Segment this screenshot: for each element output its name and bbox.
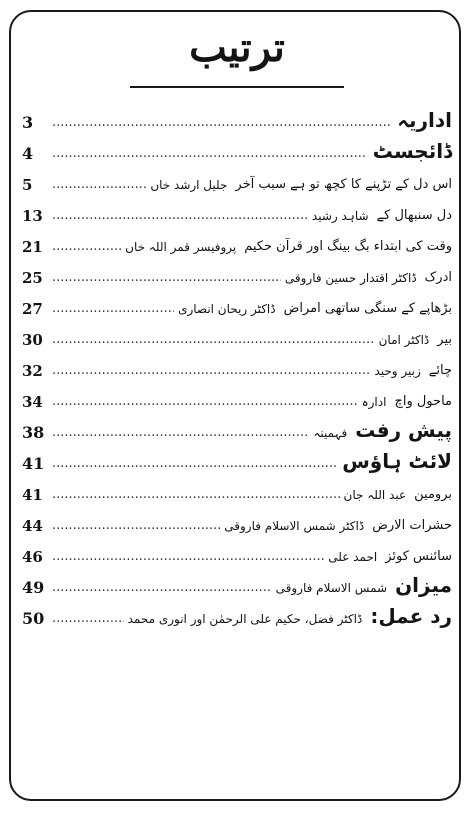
toc-entry-title: برومین [414,487,452,502]
dot-leader [52,330,375,350]
toc-entry-author: ادارہ [361,395,387,409]
toc-entry [22,133,452,164]
toc-entry [22,598,452,629]
toc-entry-title: رد عمل: [370,604,452,628]
toc-entry-page-number: 46 [22,548,43,566]
toc-entry [22,288,452,319]
toc-entry-author: شمس الاسلام فاروقی [275,581,388,595]
toc-entry-author: فہمینہ [313,426,348,440]
toc-entry-page-number: 38 [22,423,45,442]
toc-entry [22,102,452,133]
toc-entry-page-number: 25 [22,269,43,287]
toc-entry-title: ادرک [424,270,452,285]
toc-entry-page-number: 34 [22,393,43,411]
toc-entry [22,226,452,257]
dot-leader [52,485,340,505]
toc-entry-page-number: 27 [22,300,43,318]
toc-entry-author: احمد علی [328,550,378,564]
toc-entry-author: زبیر وحید [374,364,421,378]
toc-entry [22,536,452,567]
toc-entry-page-number: 30 [22,331,43,349]
toc-entry-page-number: 44 [22,517,43,535]
toc-entry-author: عبد اللہ جان [343,488,407,502]
dot-leader [52,423,309,443]
toc-entry-title: دل سنبھال کے [376,208,452,223]
page-title: ترتیب [189,24,285,71]
toc-entry-page-number: 5 [22,176,33,194]
toc-entry-author: ڈاکٹر اقتدار حسین فاروقی [284,271,417,285]
toc-entry-title: میزان [395,573,452,597]
dot-leader [52,299,174,319]
toc-entry-page-number: 41 [22,454,45,473]
toc-entry-title: پیش رفت [355,418,452,442]
toc-entry-page-number: 21 [22,238,43,256]
title-underline [130,86,344,88]
toc-entry-title: بیر [437,332,452,347]
toc-entry [22,443,452,474]
toc-entry-page-number: 13 [22,207,43,225]
toc-entry [22,567,452,598]
dot-leader [52,454,336,474]
toc-entry-title: اداریہ [397,108,452,132]
toc-entry-title: لائٹ ہاؤس [342,449,452,473]
table-of-contents [22,102,452,629]
toc-entry-page-number: 41 [22,486,43,504]
dot-leader [52,237,121,257]
toc-entry-page-number: 32 [22,362,43,380]
toc-entry-page-number: 49 [22,578,45,597]
toc-entry-title: وقت کی ابتداء بگ بینگ اور قرآن حکیم [244,239,452,254]
toc-entry-author: ڈاکٹر فضل، حکیم علی الرحمٰن اور انوری محمد [127,612,363,626]
toc-entry [22,474,452,505]
dot-leader [52,144,367,164]
dot-leader [52,547,324,567]
toc-entry-title: اس دل کے تڑپنے کا کچھ تو ہے سبب آخر [235,177,452,192]
toc-entry-title: سائنس کوئز [385,549,452,564]
toc-entry-title: ماحول واچ [394,394,452,409]
toc-entry-author: پروفیسر قمر اللہ خاں [125,240,237,254]
toc-entry [22,257,452,288]
dot-leader [52,392,358,412]
toc-entry-title: چائے [428,363,452,378]
toc-entry [22,412,452,443]
toc-entry-page-number: 4 [22,144,34,163]
toc-entry-title: بڑھاپے کے سنگی ساتھی امراض [283,301,452,316]
toc-entry [22,319,452,350]
toc-entry-author: ڈاکٹر شمس الاسلام فاروقی [224,519,365,533]
toc-entry [22,164,452,195]
dot-leader [52,113,391,133]
toc-entry-title: حشرات الارض [372,518,452,533]
dot-leader [52,516,220,536]
dot-leader [52,175,146,195]
dot-leader [52,609,124,629]
dot-leader [52,361,370,381]
toc-entry-author: جلیل ارشد خاں [150,178,228,192]
toc-entry-page-number: 3 [22,113,34,132]
toc-entry [22,505,452,536]
toc-entry-author: ڈاکٹر ریحان انصاری [178,302,276,316]
toc-entry-author: شاہد رشید [311,209,369,223]
toc-entry-author: ڈاکٹر امان [378,333,430,347]
toc-entry-title: ڈائجسٹ [372,139,452,163]
dot-leader [52,206,308,226]
toc-entry [22,381,452,412]
toc-entry [22,195,452,226]
dot-leader [52,578,272,598]
dot-leader [52,268,281,288]
toc-entry [22,350,452,381]
toc-entry-page-number: 50 [22,609,45,628]
